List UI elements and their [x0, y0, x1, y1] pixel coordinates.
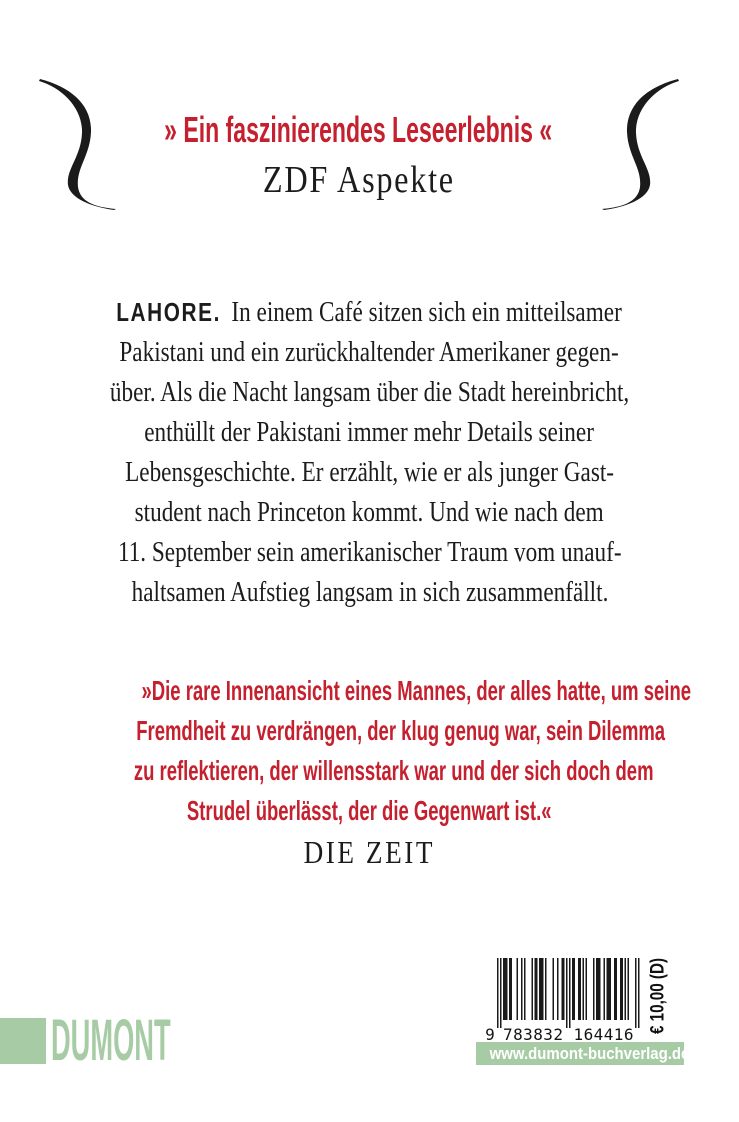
website-label: www.dumont-buchverlag.de: [489, 1044, 690, 1063]
blurb-line: 11. September sein amerikanischer Traum vom unauf-: [117, 536, 622, 568]
blurb-line: über. Als die Nacht langsam über die Stadt hereinbricht,: [109, 376, 630, 408]
press-quote-lines: [0, 671, 739, 831]
press-quote-line: zu reflektieren, der willensstark war und der sich doch dem: [133, 755, 654, 786]
review-headline: [0, 110, 728, 150]
blurb-line: haltsamen Aufstieg langsam in sich zusammenfällt.: [131, 576, 608, 608]
blurb-line: enthüllt der Pakistani immer mehr Details seiner: [144, 416, 595, 448]
review-attribution: [0, 157, 728, 203]
publisher-logo-block: [0, 1018, 46, 1064]
publisher-website-bar: [476, 1042, 690, 1065]
blurb-line: student nach Princeton kommt. Und wie nach dem: [134, 496, 605, 528]
blurb-line: Pakistani und ein zurückhaltender Amerikaner gegen-: [119, 336, 620, 368]
svg-text:783832: 783832: [503, 1025, 563, 1042]
svg-text:164416: 164416: [573, 1025, 634, 1042]
blurb: [0, 292, 739, 612]
press-quote-line: Strudel überlässt, der die Gegenwart ist.«: [187, 795, 552, 826]
press-quote: [0, 671, 739, 831]
blurb-lead: LAHORE.: [116, 297, 222, 327]
price-label: [638, 952, 680, 1040]
svg-text:9: 9: [485, 1025, 495, 1042]
blurb-line: Lebensgeschichte. Er erzählt, wie er als junger Gast-: [125, 456, 614, 488]
publisher-logo-wordmark: DUMONT: [51, 1008, 171, 1073]
blurb-lines: [0, 332, 739, 612]
review-attribution-text: ZDF Aspekte: [262, 159, 455, 201]
review-headline-text: » Ein faszinierendes Leseerlebnis «: [164, 109, 553, 150]
press-quote-attribution: [0, 833, 739, 871]
blurb-first-line-text: In einem Café sitzen sich ein mitteilsamer: [231, 296, 623, 328]
price-label-text: € 10,00 (D): [648, 957, 670, 1035]
blurb-line-first: [0, 292, 739, 332]
press-quote-line: Fremdheit zu verdrängen, der klug genug war, sein Dilemma: [136, 715, 666, 746]
press-quote-line: »Die rare Innenansicht eines Mannes, der alles hatte, um seine: [141, 675, 692, 706]
press-quote-attribution-text: DIE ZEIT: [303, 834, 436, 870]
